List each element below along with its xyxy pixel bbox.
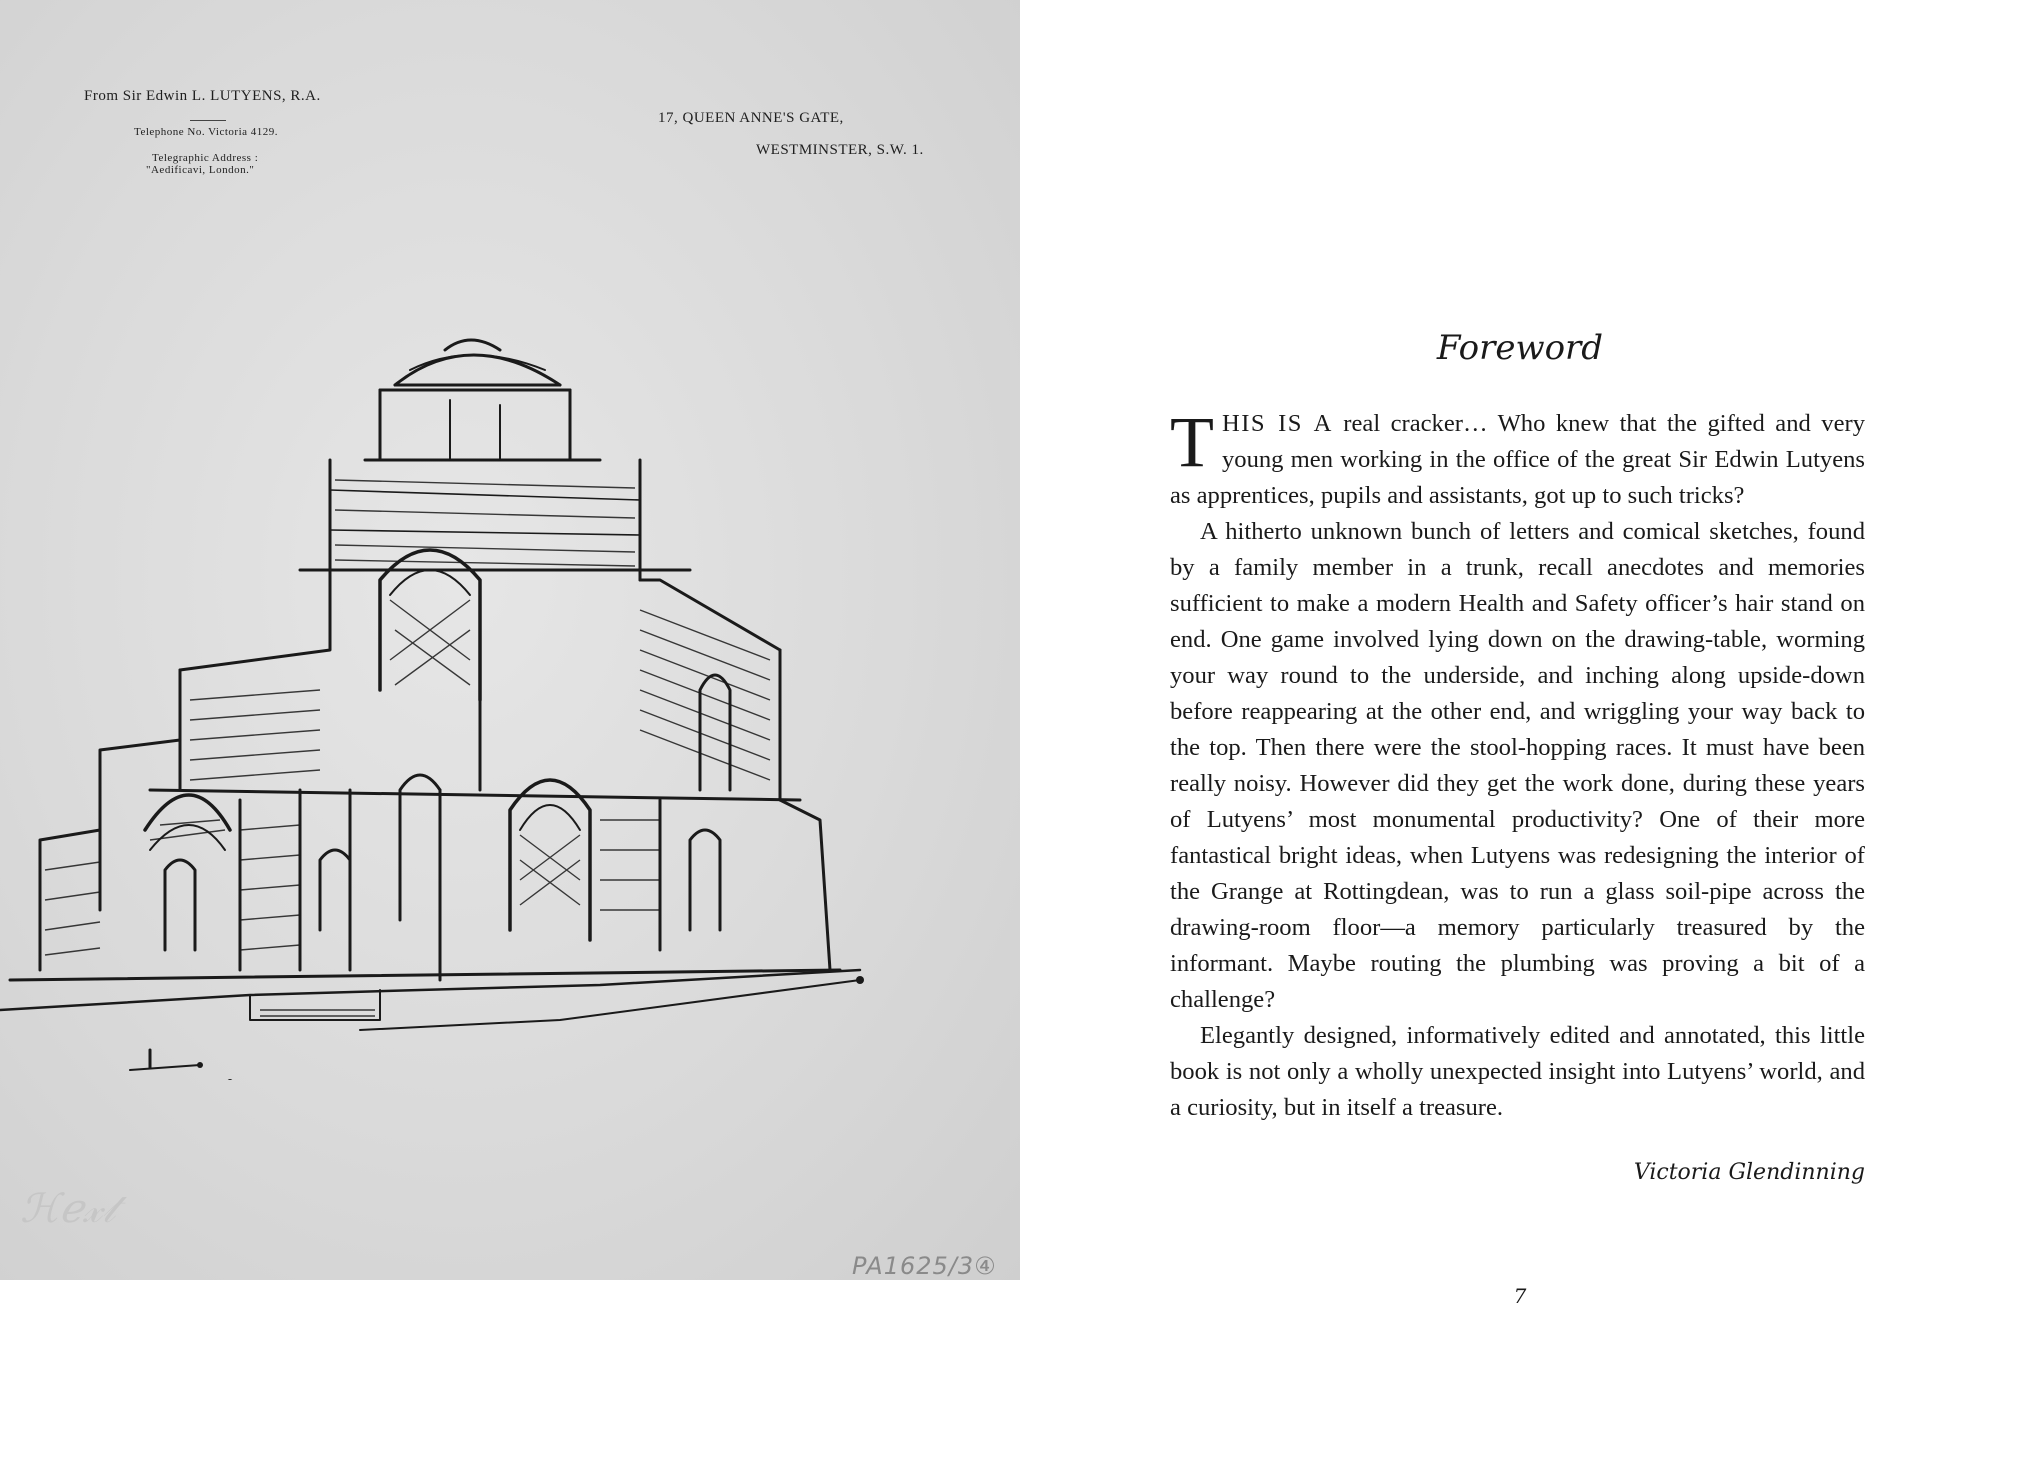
building-sketch — [0, 330, 880, 1080]
drop-cap: T — [1170, 402, 1214, 482]
letterhead-sketch-page — [0, 0, 1020, 1280]
paragraph-1 — [1170, 402, 1865, 514]
paragraph-3: Elegantly designed, informatively edited and annotated, this little book is not only a wholly unexpected insight into Lutyens’ world, and a curiosity, but in itself a treasure. — [1170, 1022, 1865, 1121]
letterhead-address-line2: WESTMINSTER, S.W. 1. — [756, 142, 924, 158]
circled-number-icon: ④ — [974, 1252, 997, 1280]
letterhead-from-line: From Sir Edwin L. LUTYENS, R.A. — [84, 88, 321, 104]
archive-reference: PA1625/3④ — [852, 1252, 997, 1280]
foreword-page — [1020, 0, 2020, 1465]
page-title: Foreword — [1436, 328, 1604, 368]
paragraph-2: A hitherto unknown bunch of letters and comical sketches, found by a family member in a trunk, recall anecdotes and memories sufficient to make a modern Health and Safety officer’s hair stand on end. One game involved lying down on the drawing-table, worming your way round to the underside, and inching along upside-down before reappearing at the other end, and wriggling your way back to the top. Then there were the stool-hopping races. It must have been really noisy. However did they get the work done, during these years of Lutyens’ most monumental productivity? One of their more fantastical bright ideas, when Lutyens was redesigning the interior of the Grange at Rottingdean, was to run a glass soil-pipe across the drawing-room floor—a memory particularly treasured by the informant. Maybe routing the plumbing was proving a bit of a challenge? — [1170, 518, 1865, 1013]
foreword-body — [1170, 402, 1865, 1126]
letterhead-telephone: Telephone No. Victoria 4129. — [134, 126, 279, 138]
letterhead-address-line1: 17, QUEEN ANNE'S GATE, — [658, 110, 844, 126]
letterhead-telegraphic-address: "Aedificavi, London." — [146, 164, 255, 176]
author-signature: Victoria Glendinning — [1633, 1160, 1865, 1185]
paragraph-1-text: real cracker… Who knew that the gifted and very young men working in the office of the great Sir Edwin Lutyens as apprentices, pupils and assistants, got up to such tricks? — [1170, 410, 1865, 509]
letterhead-telegraphic-label: Telegraphic Address : — [152, 152, 259, 164]
letterhead-rule — [190, 120, 226, 121]
faint-pencil-script: ℋℯ𝓍𝓉 — [20, 1186, 116, 1232]
page-number: 7 — [1513, 1284, 1527, 1308]
opening-small-caps: HIS IS A — [1221, 410, 1333, 437]
